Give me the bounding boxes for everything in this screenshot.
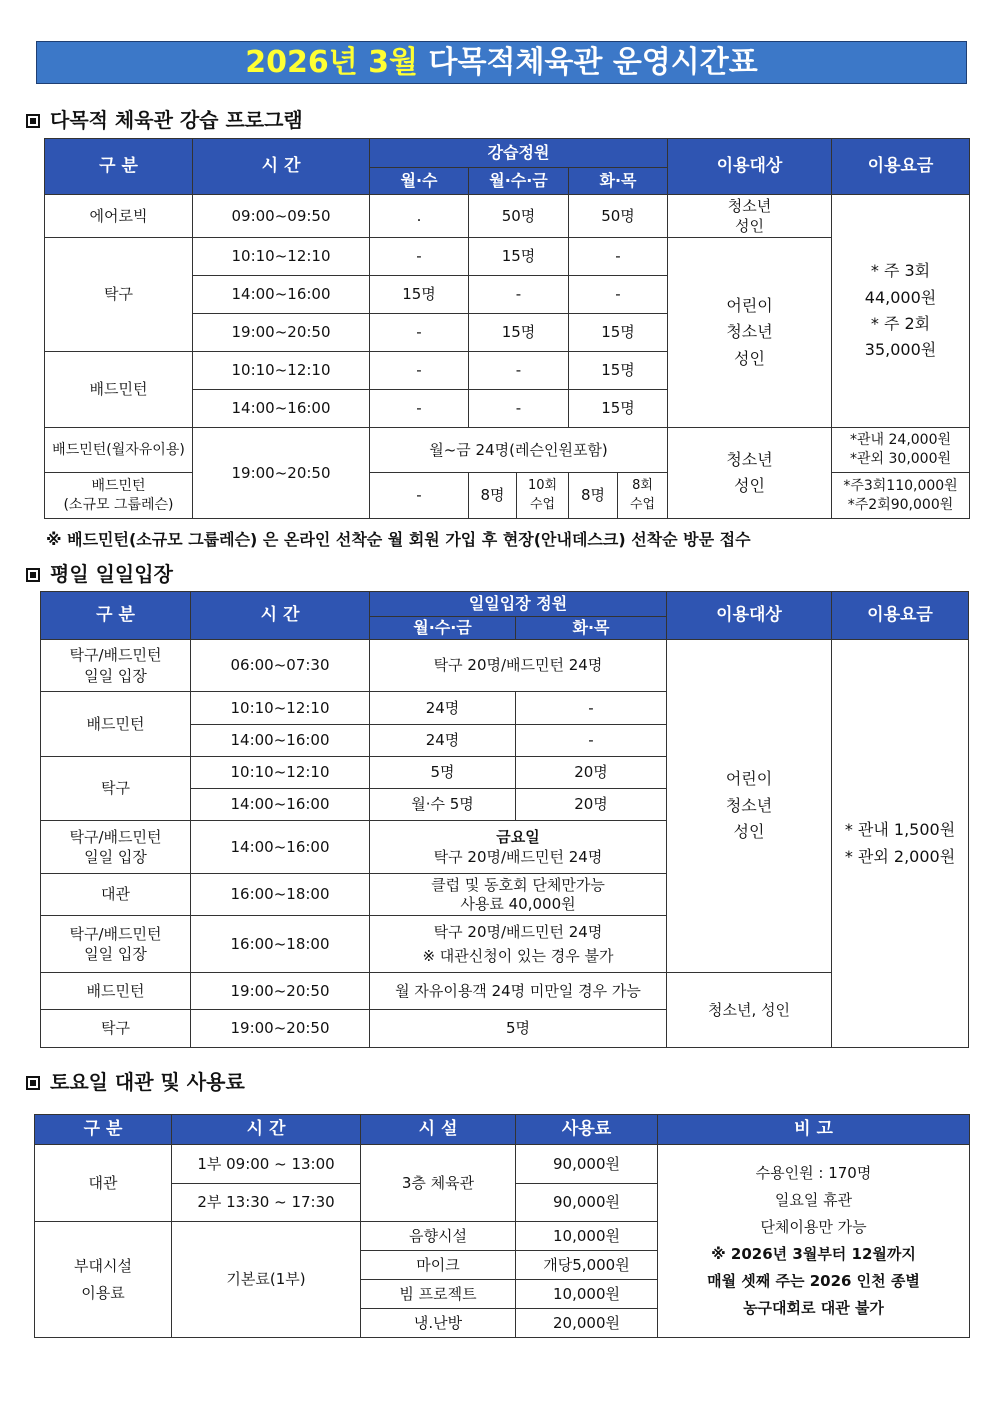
square-bullet-icon (26, 114, 40, 128)
cell-mwf: - (469, 352, 569, 390)
cell-time: 10:10~12:10 (191, 757, 370, 789)
cell-tt: 20명 (516, 757, 667, 789)
cell-category: 탁구 (41, 1010, 191, 1048)
square-bullet-icon (26, 568, 40, 582)
cell-facility: 음향시설 (361, 1222, 516, 1251)
cell-category: 탁구 (45, 238, 193, 352)
cell-time: 19:00~20:50 (191, 973, 370, 1010)
cell-time: 19:00~20:50 (191, 1010, 370, 1048)
table-row (41, 640, 969, 692)
cell-time: 1부 09:00 ~ 13:00 (172, 1145, 361, 1184)
cell-tt: - (569, 276, 668, 314)
cell-target-evening: 청소년, 성인 (667, 973, 832, 1048)
cell-capacity: 클럽 및 동호회 단체만가능 사용료 40,000원 (370, 874, 667, 916)
cell-tt: 15명 (569, 314, 668, 352)
cell-category: 대관 (35, 1145, 172, 1222)
cell-category: 탁구 (41, 757, 191, 821)
cell-mwf-count: 8명 (469, 473, 517, 519)
cell-capacity: 탁구 20명/배드민턴 24명 (370, 640, 667, 692)
cell-tt: 50명 (569, 195, 668, 238)
cell-capacity: 월 자유이용객 24명 미만일 경우 가능 (370, 973, 667, 1010)
table-row (45, 195, 970, 238)
cell-mwf: 24명 (370, 725, 516, 757)
cell-time: 10:10~12:10 (193, 238, 370, 276)
cell-category: 탁구/배드민턴 일일 입장 (41, 916, 191, 973)
cell-mwf: - (469, 390, 569, 428)
cell-category: 배드민턴 (41, 692, 191, 757)
cell-category: 탁구/배드민턴 일일 입장 (41, 640, 191, 692)
square-bullet-icon (26, 1076, 40, 1090)
cell-time: 14:00~16:00 (193, 276, 370, 314)
cell-target-group: 어린이 청소년 성인 (667, 640, 832, 973)
cell-category: 에어로빅 (45, 195, 193, 238)
header-category: 구 분 (35, 1115, 172, 1145)
cell-time: 2부 13:30 ~ 17:30 (172, 1184, 361, 1222)
cell-tt-count: 8명 (569, 473, 618, 519)
cell-category: 탁구/배드민턴 일일 입장 (41, 821, 191, 874)
header-days-mw: 월·수 (370, 168, 469, 195)
cell-mw: 15명 (370, 276, 469, 314)
cell-category: 배드민턴 (41, 973, 191, 1010)
cell-category: 부대시설 이용료 (35, 1222, 172, 1338)
cell-fee-group: * 관내 1,500원 * 관외 2,000원 (832, 640, 969, 1048)
table-row (45, 428, 970, 473)
cell-mw: - (370, 314, 469, 352)
cell-capacity: 5명 (370, 1010, 667, 1048)
header-category: 구 분 (41, 592, 191, 640)
cell-mw: - (370, 473, 469, 519)
cell-fee-group: * 주 3회 44,000원 * 주 2회 35,000원 (832, 195, 970, 428)
table-row (45, 238, 970, 276)
lesson-program-table (44, 138, 970, 519)
cell-category: 배드민턴 (소규모 그룹레슨) (45, 473, 193, 519)
cell-time: 16:00~18:00 (191, 874, 370, 916)
cell-time: 14:00~16:00 (193, 390, 370, 428)
cell-fee: *관내 24,000원 *관외 30,000원 (832, 428, 970, 473)
cell-mwf: 15명 (469, 238, 569, 276)
header-time: 시 간 (172, 1115, 361, 1145)
header-days-tt: 화·목 (516, 617, 667, 640)
cell-mwf: 15명 (469, 314, 569, 352)
cell-fee: *주3회110,000원 *주2회90,000원 (832, 473, 970, 519)
cell-fee: 90,000원 (516, 1145, 658, 1184)
lesson-note: ※ 배드민턴(소규모 그룹레슨) 은 온라인 선착순 월 회원 가입 후 현장(안내데스크) 선착순 방문 접수 (46, 530, 751, 549)
table-row (35, 1145, 970, 1184)
page-title (36, 41, 967, 84)
cell-capacity: 금요일 탁구 20명/배드민턴 24명 (370, 821, 667, 874)
cell-time: 16:00~18:00 (191, 916, 370, 973)
cell-time: 10:10~12:10 (193, 352, 370, 390)
cell-tt: - (516, 725, 667, 757)
cell-tt: 20명 (516, 789, 667, 821)
cell-tt: 15명 (569, 390, 668, 428)
cell-time: 19:00~20:50 (193, 314, 370, 352)
cell-time: 14:00~16:00 (191, 821, 370, 874)
cell-tt: - (516, 692, 667, 725)
cell-target-group: 어린이 청소년 성인 (668, 238, 832, 428)
daily-entry-table (40, 591, 969, 1048)
title-text: 다목적체육관 운영시간표 (428, 45, 758, 80)
header-days-mwf: 월·수·금 (370, 617, 516, 640)
header-time: 시 간 (191, 592, 370, 640)
cell-time: 10:10~12:10 (191, 692, 370, 725)
cell-mwf: 50명 (469, 195, 569, 238)
header-days-tt: 화·목 (569, 168, 668, 195)
cell-fee: 10,000원 (516, 1222, 658, 1251)
cell-facility: 3층 체육관 (361, 1145, 516, 1222)
header-target: 이용대상 (668, 139, 832, 195)
header-facility: 시 설 (361, 1115, 516, 1145)
cell-tt: - (569, 238, 668, 276)
title-date: 2026년 3월 (245, 45, 419, 80)
header-days-mwf: 월·수·금 (469, 168, 569, 195)
section-heading-daily: 평일 일일입장 (26, 558, 173, 587)
section-heading-lessons: 다목적 체육관 강습 프로그램 (26, 104, 303, 133)
cell-tt-sessions: 8회 수업 (618, 473, 668, 519)
header-time: 시 간 (193, 139, 370, 195)
cell-tt: 15명 (569, 352, 668, 390)
cell-time: 09:00~09:50 (193, 195, 370, 238)
cell-mw: . (370, 195, 469, 238)
header-capacity: 강습정원 (370, 139, 668, 168)
cell-mwf-sessions: 10회 수업 (517, 473, 569, 519)
cell-target: 청소년 성인 (668, 428, 832, 519)
cell-target: 청소년 성인 (668, 195, 832, 238)
cell-mwf: - (469, 276, 569, 314)
cell-time: 기본료(1부) (172, 1222, 361, 1338)
cell-time: 19:00~20:50 (193, 428, 370, 519)
cell-category: 대관 (41, 874, 191, 916)
cell-mwf: 5명 (370, 757, 516, 789)
cell-capacity: 탁구 20명/배드민턴 24명 ※ 대관신청이 있는 경우 불가 (370, 916, 667, 973)
cell-mw: - (370, 352, 469, 390)
cell-mwf: 24명 (370, 692, 516, 725)
cell-fee: 10,000원 (516, 1280, 658, 1309)
section-heading-saturday: 토요일 대관 및 사용료 (26, 1066, 245, 1095)
cell-time: 14:00~16:00 (191, 725, 370, 757)
header-fee: 이용요금 (832, 592, 969, 640)
header-target: 이용대상 (667, 592, 832, 640)
header-fee: 이용요금 (832, 139, 970, 195)
cell-time: 14:00~16:00 (191, 789, 370, 821)
header-remarks: 비 고 (658, 1115, 970, 1145)
cell-facility: 마이크 (361, 1251, 516, 1280)
cell-fee: 개당5,000원 (516, 1251, 658, 1280)
cell-remarks: 수용인원 : 170명 일요일 휴관 단체이용만 가능 ※ 2026년 3월부터 12월까지 매월 셋째 주는 2026 인천 종별 농구대회로 대관 불가 (658, 1145, 970, 1338)
cell-fee: 20,000원 (516, 1309, 658, 1338)
cell-time: 06:00~07:30 (191, 640, 370, 692)
cell-capacity: 월~금 24명(레슨인원포함) (370, 428, 668, 473)
cell-mw: - (370, 390, 469, 428)
cell-mwf: 월·수 5명 (370, 789, 516, 821)
cell-mw: - (370, 238, 469, 276)
saturday-rental-table (34, 1114, 970, 1338)
cell-category: 배드민턴(월자유이용) (45, 428, 193, 473)
cell-facility: 빔 프로젝트 (361, 1280, 516, 1309)
cell-category: 배드민턴 (45, 352, 193, 428)
cell-fee: 90,000원 (516, 1184, 658, 1222)
table-row (45, 473, 970, 519)
header-fee: 사용료 (516, 1115, 658, 1145)
cell-facility: 냉.난방 (361, 1309, 516, 1338)
table-row (41, 973, 969, 1010)
header-category: 구 분 (45, 139, 193, 195)
header-capacity: 일일입장 정원 (370, 592, 667, 617)
